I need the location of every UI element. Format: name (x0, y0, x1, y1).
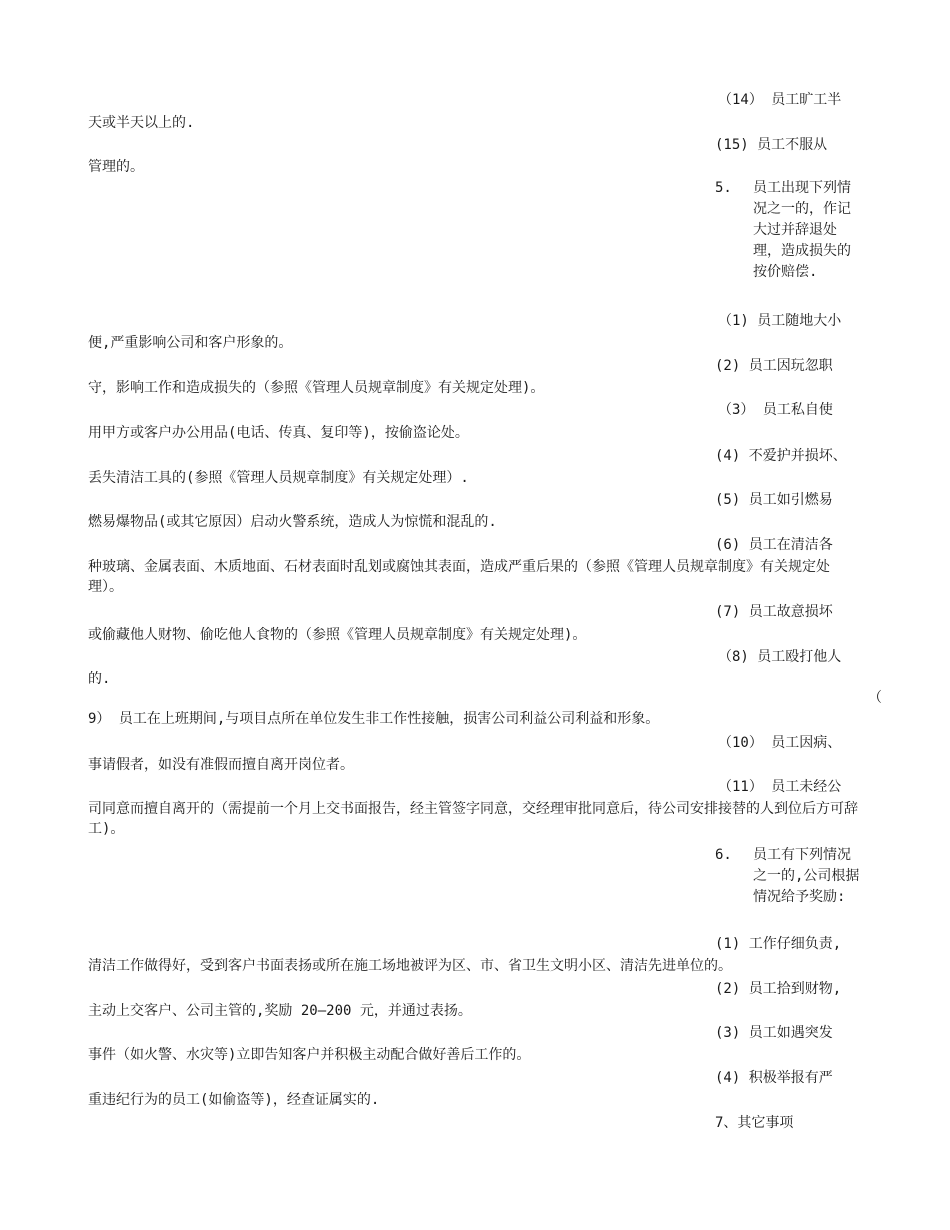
item-1-start: （1) 员工随地大小 (718, 313, 842, 329)
reward-1-cont: 清洁工作做得好，受到客户书面表扬或所在施工场地被评为区、市、省卫生文明小区、清洁先进单位的。 (88, 958, 732, 974)
item-2-cont: 守，影响工作和造成损失的（参照《管理人员规章制度》有关规定处理)。 (88, 380, 545, 396)
item-9-cont: 9） 员工在上班期间,与项目点所在单位发生非工作性接触，损害公司利益公司利益和形象。 (88, 711, 660, 727)
section-6-number: 6. (715, 847, 732, 863)
reward-3-start: (3) 员工如遇突发 (715, 1025, 833, 1041)
item-10-start: （10） 员工因病、 (718, 735, 842, 751)
reward-4-cont: 重违纪行为的员工(如偷盗等)，经查证属实的. (88, 1092, 380, 1108)
item-9-start: （ (868, 690, 882, 706)
section-6-heading: 员工有下列情况之一的,公司根据情况给予奖励: (753, 847, 860, 905)
item-14-start: （14） 员工旷工半 (718, 92, 842, 108)
item-8-cont: 的. (88, 671, 111, 687)
item-3-cont: 用甲方或客户办公用品(电话、传真、复印等)，按偷盗论处。 (88, 425, 469, 441)
item-15-cont: 管理的。 (88, 159, 144, 175)
section-5-heading: 员工出现下列情况之一的，作记大过并辞退处理，造成损失的按价赔偿. (753, 180, 851, 280)
item-3-start: （3） 员工私自使 (718, 402, 833, 418)
item-11-cont: 司同意而擅自离开的（需提前一个月上交书面报告，经主管签字同意，交经理审批同意后，待公司安排接替的人到位后方可辞工)。 (88, 801, 858, 837)
item-2-start: (2) 员工因玩忽职 (715, 358, 833, 374)
reward-4-start: (4) 积极举报有严 (715, 1070, 833, 1086)
item-8-start: （8) 员工殴打他人 (718, 649, 842, 665)
item-4-start: (4) 不爱护并损坏、 (715, 448, 847, 464)
item-11-start: （11） 员工未经公 (718, 779, 842, 795)
section-5-number: 5. (715, 180, 732, 196)
section-7-heading: 7、其它事项 (715, 1115, 794, 1131)
item-15-start: (15) 员工不服从 (715, 137, 828, 153)
item-7-cont: 或偷藏他人财物、偷吃他人食物的（参照《管理人员规章制度》有关规定处理)。 (88, 627, 587, 643)
item-10-cont: 事请假者，如没有准假而擅自离开岗位者。 (88, 757, 354, 773)
item-14-cont: 天或半天以上的. (88, 115, 195, 131)
item-6-cont: 种玻璃、金属表面、木质地面、石材表面时乱划或腐蚀其表面，造成严重后果的（参照《管理人员规章制度》有关规定处理）。 (88, 559, 830, 595)
item-5-start: (5) 员工如引燃易 (715, 492, 833, 508)
reward-3-cont: 事件（如火警、水灾等)立即告知客户并积极主动配合做好善后工作的。 (88, 1047, 531, 1063)
item-7-start: (7) 员工故意损坏 (715, 604, 833, 620)
item-5-cont: 燃易爆物品(或其它原因）启动火警系统，造成人为惊慌和混乱的. (88, 514, 497, 530)
item-1-cont: 便,严重影响公司和客户形象的。 (88, 335, 293, 351)
item-6-start: (6) 员工在清洁各 (715, 537, 833, 553)
reward-2-cont: 主动上交客户、公司主管的,奖励 20—200 元，并通过表扬。 (88, 1003, 472, 1019)
reward-2-start: (2) 员工拾到财物, (715, 981, 842, 997)
item-4-cont: 丢失清洁工具的(参照《管理人员规章制度》有关规定处理）. (88, 470, 469, 486)
reward-1-start: (1) 工作仔细负责, (715, 936, 842, 952)
